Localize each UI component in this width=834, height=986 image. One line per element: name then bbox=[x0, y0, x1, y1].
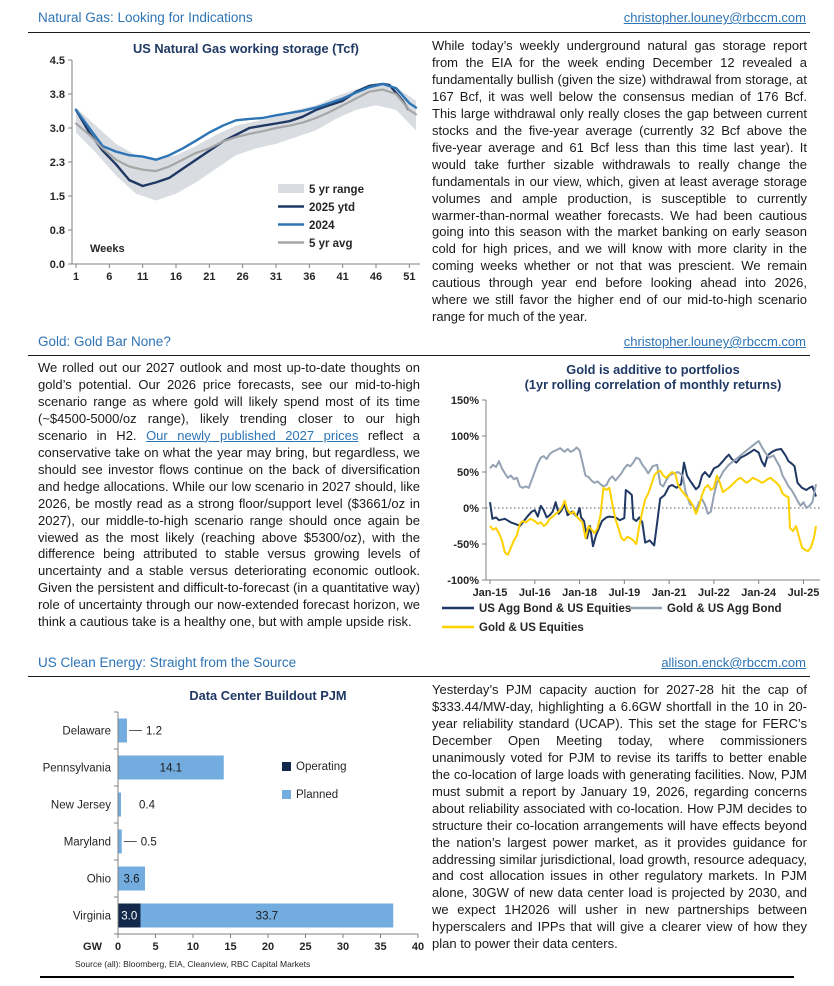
section-rule-gas bbox=[28, 32, 810, 33]
svg-text:26: 26 bbox=[236, 271, 249, 283]
svg-text:3.8: 3.8 bbox=[49, 89, 65, 101]
svg-text:Jan-24: Jan-24 bbox=[741, 587, 777, 599]
section-header-natural-gas bbox=[38, 10, 806, 25]
svg-text:Jul-22: Jul-22 bbox=[698, 587, 730, 599]
svg-text:6: 6 bbox=[106, 271, 113, 283]
svg-text:-100%: -100% bbox=[447, 575, 479, 587]
svg-text:Delaware: Delaware bbox=[62, 725, 111, 738]
svg-text:2025 ytd: 2025 ytd bbox=[309, 202, 356, 214]
svg-text:46: 46 bbox=[369, 271, 383, 283]
section-title-natural-gas: Natural Gas: Looking for Indications bbox=[38, 10, 253, 25]
svg-text:21: 21 bbox=[203, 271, 216, 283]
svg-text:4.5: 4.5 bbox=[49, 55, 65, 67]
svg-text:30: 30 bbox=[336, 941, 350, 953]
svg-text:Ohio: Ohio bbox=[86, 873, 111, 886]
svg-text:1: 1 bbox=[72, 271, 80, 283]
svg-text:Jul-16: Jul-16 bbox=[518, 587, 551, 599]
svg-text:0.8: 0.8 bbox=[49, 225, 65, 237]
email-link-gold-author[interactable]: christopher.louney@rbccm.com bbox=[623, 334, 806, 349]
svg-text:1.5: 1.5 bbox=[49, 191, 65, 203]
svg-text:Jan-15: Jan-15 bbox=[472, 587, 508, 599]
pjm-buildout-chart bbox=[30, 684, 435, 956]
svg-text:11: 11 bbox=[136, 271, 149, 283]
svg-text:10: 10 bbox=[186, 941, 200, 953]
pjm-buildout-chart-svg bbox=[30, 684, 435, 956]
pjm-chart-title: Data Center Buildout PJM bbox=[189, 688, 347, 703]
clean-body-paragraph: Yesterday’s PJM capacity auction for 2027-28 hit the cap of $333.44/MW-day, highlighting a 6.6GW shortfall in the 10 in 20-year reliability standard (UCAP). This set the stage for FERC’s December Open Meeting today, where commissioners unanimously voted for PJM to revise its tariffs to better enable the co-location of large loads with generating facilities. Now, PJM must submit a report by January 19, 2026, regarding concerns about reliability associated with co-location. How PJM decides to structure their co-location arrangements will have effects beyond the nation’s largest power market, as it provides guidance for addressing similar jurisdictional, load growth, resource adequacy, and cost allocation issues in other regulatory markets. In PJM alone, 30GW of new data center load is projected by 2030, and we expect 1H2026 will usher in new partnerships between hyperscalers and IPPs that will give a clearer view of how they plan to power their data centers. bbox=[432, 682, 807, 952]
svg-text:Jan-18: Jan-18 bbox=[562, 587, 597, 599]
gold-body-post: reflect a conservative take on what the year may bring, but regardless, we should see investor flows continue on the back of diversification and hedge allocations. While our low scenario in 2027 should, like 2026, be mostly read as a strong floor/support level ($3661/oz in 2027), our middle-to-high scenario range should once again be viewed as the most likely (reaching above $5300/oz), with the difference being attributed to stable versus growing levels of uncertainty and a stable versus deteriorating economic outlook. Given the persistent and difficult-to-forecast (in a quantitative way) role of uncertainty through our now-extended forecast horizon, we think a cautious take is a healthy one, but with ample upside risk. bbox=[38, 427, 421, 630]
svg-text:16: 16 bbox=[169, 271, 183, 283]
svg-text:2024: 2024 bbox=[309, 220, 335, 232]
email-link-clean-author[interactable]: allison.enck@rbccm.com bbox=[661, 655, 806, 670]
svg-text:Jul-25: Jul-25 bbox=[787, 587, 820, 599]
svg-text:15: 15 bbox=[224, 941, 237, 953]
svg-text:35: 35 bbox=[374, 941, 387, 953]
svg-text:5 yr avg: 5 yr avg bbox=[309, 238, 353, 250]
gold-chart-subtitle: (1yr rolling correlation of monthly returns) bbox=[524, 377, 782, 392]
svg-text:Virginia: Virginia bbox=[72, 910, 111, 923]
svg-text:50%: 50% bbox=[456, 467, 479, 479]
svg-text:3.0: 3.0 bbox=[49, 123, 65, 135]
svg-text:5 yr range: 5 yr range bbox=[309, 184, 364, 196]
svg-text:Operating: Operating bbox=[296, 761, 347, 773]
svg-text:Gold & US Agg Bond: Gold & US Agg Bond bbox=[667, 603, 782, 615]
svg-text:Jan-21: Jan-21 bbox=[651, 587, 687, 599]
section-title-gold: Gold: Gold Bar None? bbox=[38, 334, 171, 349]
svg-text:Gold & US Equities: Gold & US Equities bbox=[479, 622, 584, 634]
svg-text:Pennsylvania: Pennsylvania bbox=[42, 762, 111, 775]
gold-body-paragraph bbox=[38, 360, 420, 631]
gas-storage-chart-svg bbox=[30, 40, 430, 302]
svg-text:1.2: 1.2 bbox=[146, 725, 162, 738]
section-rule-clean bbox=[28, 676, 810, 677]
svg-text:0.4: 0.4 bbox=[139, 799, 155, 812]
gold-2027-prices-link[interactable]: Our newly published 2027 prices bbox=[146, 427, 359, 443]
svg-text:20: 20 bbox=[261, 941, 275, 953]
gas-chart-xlabel: Weeks bbox=[90, 243, 125, 255]
gas-body-paragraph: While today’s weekly underground natural gas storage report from the EIA for the week ending December 12 revealed a fundamentally bullish (given the size) withdrawal from storage, at 167 Bcf, it was well below the consensus median of 176 Bcf. This large withdrawal only really closes the gap between current stocks and the five-year average (currently 32 Bcf above the five-year average and 61 Bcf less than this time last year). It would take further sizable withdrawals to really change the fundamentals in our view, which, given at least average storage volumes and ample production, is susceptible to currently warmer-than-normal weather forecasts. We had been cautious going into this season with the market banking on early season cold for high prices, and we will know with more clarity in the coming weeks whether or not that was prescient. We remain cautious through year end before looking ahead into 2026, where we still favor the higher end of our mid-to-high scenario range for much of the year. bbox=[432, 38, 807, 325]
svg-text:2.3: 2.3 bbox=[49, 157, 65, 169]
svg-text:-50%: -50% bbox=[453, 539, 479, 551]
gold-correlation-chart bbox=[434, 360, 829, 652]
svg-text:5: 5 bbox=[152, 941, 159, 953]
gas-storage-chart bbox=[30, 40, 430, 302]
section-rule-gold bbox=[28, 355, 810, 356]
svg-text:0: 0 bbox=[114, 941, 122, 953]
svg-text:Planned: Planned bbox=[296, 789, 339, 801]
svg-text:0.0: 0.0 bbox=[49, 259, 65, 271]
section-title-clean-energy: US Clean Energy: Straight from the Source bbox=[38, 655, 297, 670]
svg-text:3.0: 3.0 bbox=[121, 910, 138, 923]
svg-text:0.5: 0.5 bbox=[140, 836, 157, 849]
section-header-gold bbox=[38, 334, 806, 349]
svg-text:25: 25 bbox=[299, 941, 312, 953]
svg-text:New Jersey: New Jersey bbox=[50, 799, 111, 812]
svg-text:Jul-19: Jul-19 bbox=[608, 587, 641, 599]
svg-text:33.7: 33.7 bbox=[255, 910, 279, 923]
svg-text:31: 31 bbox=[269, 271, 283, 283]
svg-text:Maryland: Maryland bbox=[63, 836, 111, 849]
section-header-clean-energy bbox=[38, 655, 806, 670]
svg-text:41: 41 bbox=[336, 271, 349, 283]
pjm-chart-xlabel: GW bbox=[83, 941, 102, 953]
page-bottom-rule bbox=[40, 976, 794, 978]
svg-text:40: 40 bbox=[411, 941, 425, 953]
gold-correlation-chart-svg bbox=[434, 360, 829, 652]
gold-chart-title: Gold is additive to portfolios bbox=[566, 362, 740, 377]
gold-body-pre: We rolled out our 2027 outlook and most up-to-date thoughts on gold’s potential. Our 2026 price forecasts, see our mid-to-high scenario range as where gold will likely spend most of its time (~$4500-5000/oz range), likely trending closer to our high scenario in H2. bbox=[38, 360, 420, 443]
svg-text:51: 51 bbox=[403, 271, 416, 283]
email-link-gas-author[interactable]: christopher.louney@rbccm.com bbox=[623, 10, 806, 25]
svg-text:3.6: 3.6 bbox=[123, 873, 140, 886]
source-note: Source (all): Bloomberg, EIA, Cleanview, RBC Capital Markets bbox=[75, 959, 311, 969]
svg-text:US Agg Bond & US Equities: US Agg Bond & US Equities bbox=[479, 603, 632, 615]
svg-text:100%: 100% bbox=[450, 431, 479, 443]
svg-text:150%: 150% bbox=[450, 395, 479, 407]
svg-text:0%: 0% bbox=[463, 503, 479, 515]
svg-text:14.1: 14.1 bbox=[159, 762, 183, 775]
svg-text:36: 36 bbox=[303, 271, 316, 283]
gas-chart-title: US Natural Gas working storage (Tcf) bbox=[133, 41, 359, 56]
